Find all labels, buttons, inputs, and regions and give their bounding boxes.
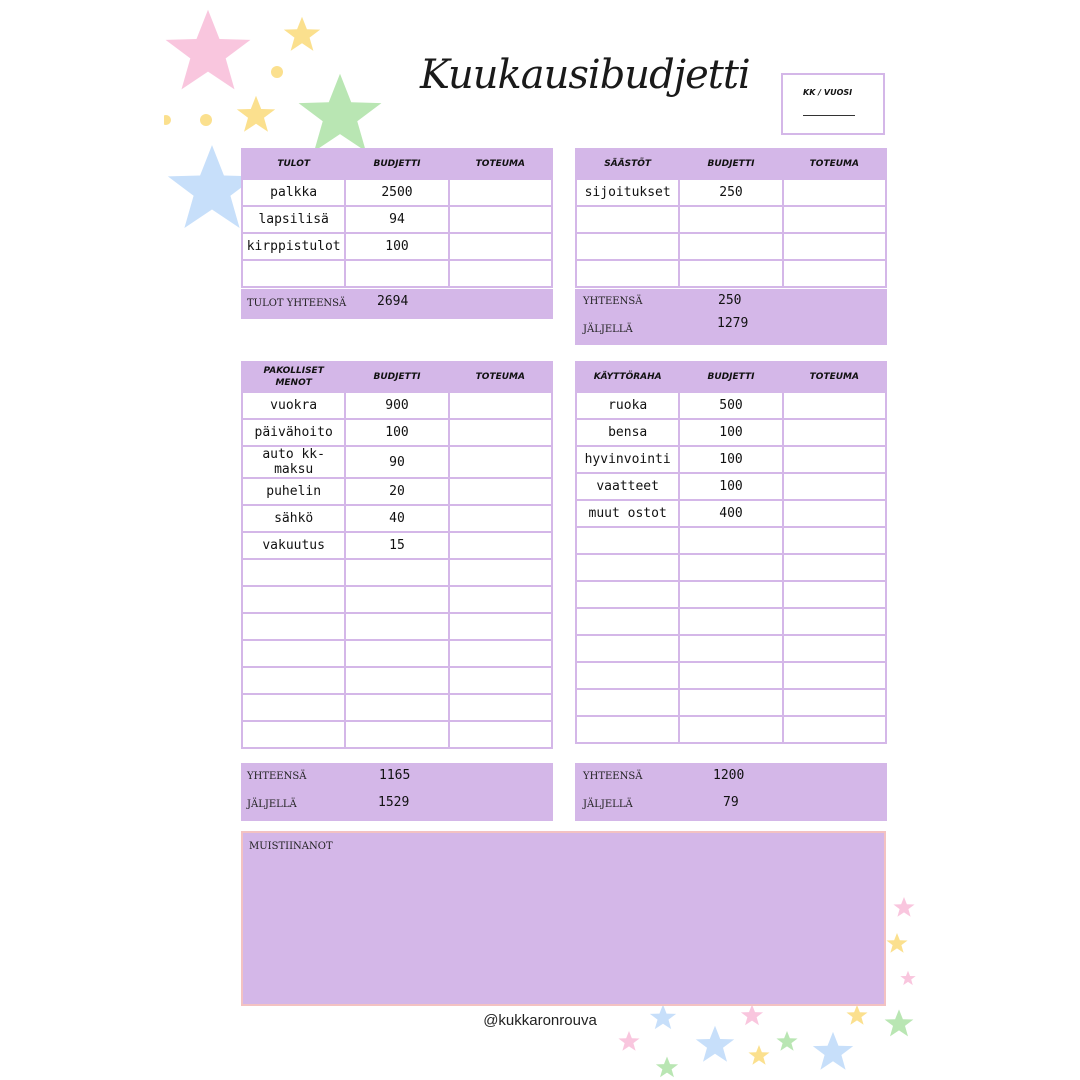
item-budget-cell[interactable] — [679, 662, 782, 689]
table-row — [242, 586, 552, 613]
item-actual-cell[interactable] — [449, 419, 552, 446]
table-row — [242, 478, 552, 505]
item-actual-cell[interactable] — [783, 206, 886, 233]
spending-money-total-value: 1200 — [713, 768, 745, 783]
table-row — [242, 721, 552, 748]
item-actual-cell[interactable] — [783, 500, 886, 527]
pink-star-icon — [618, 1030, 640, 1052]
column-header-category — [242, 362, 345, 392]
item-budget-cell[interactable] — [345, 586, 448, 613]
item-name-cell[interactable] — [576, 260, 679, 287]
item-actual-cell[interactable] — [783, 581, 886, 608]
savings-total-label: YHTEENSÄ — [583, 296, 643, 307]
table-row — [576, 554, 886, 581]
item-actual-cell[interactable] — [783, 233, 886, 260]
column-header-category: TULOT — [242, 149, 345, 179]
item-name-cell[interactable] — [242, 586, 345, 613]
item-actual-cell[interactable] — [449, 559, 552, 586]
column-header-budget: BUDJETTI — [679, 362, 782, 392]
item-name-cell[interactable] — [242, 721, 345, 748]
pink-star-icon — [900, 968, 916, 988]
table-row — [576, 446, 886, 473]
fixed-expenses-table — [241, 361, 553, 749]
item-budget-cell[interactable] — [679, 689, 782, 716]
fixed-expenses-left-label: JÄLJELLÄ — [247, 799, 297, 810]
table-row — [242, 640, 552, 667]
item-name-cell[interactable]: palkka — [242, 179, 345, 206]
blue-star-icon — [812, 1030, 854, 1072]
item-budget-cell[interactable]: 100 — [345, 419, 448, 446]
page-title: Kuukausibudjetti — [420, 52, 750, 98]
table-row — [576, 581, 886, 608]
item-budget-cell[interactable]: 20 — [345, 478, 448, 505]
yellow-star-icon — [846, 1004, 868, 1026]
green-star-icon — [884, 1008, 914, 1038]
blue-star-icon — [695, 1024, 735, 1064]
item-budget-cell[interactable] — [679, 260, 782, 287]
savings-total-value: 250 — [718, 293, 742, 308]
item-name-cell[interactable] — [576, 581, 679, 608]
savings-table — [575, 148, 887, 288]
table-row — [242, 532, 552, 559]
table-row — [576, 716, 886, 743]
item-name-cell[interactable]: puhelin — [242, 478, 345, 505]
spending-money-total-bar — [575, 763, 887, 821]
fixed-expenses-total-bar — [241, 763, 553, 821]
table-row — [576, 689, 886, 716]
yellow-star-icon — [283, 16, 321, 52]
item-actual-cell[interactable] — [449, 667, 552, 694]
item-name-cell[interactable] — [576, 608, 679, 635]
item-name-cell[interactable] — [576, 206, 679, 233]
table-row — [242, 559, 552, 586]
table-row — [242, 694, 552, 721]
item-budget-cell[interactable] — [345, 694, 448, 721]
table-row — [242, 179, 552, 206]
item-budget-cell[interactable] — [679, 716, 782, 743]
table-row — [242, 260, 552, 287]
header-line-1: PAKOLLISET — [263, 366, 324, 376]
item-name-cell[interactable] — [576, 689, 679, 716]
item-name-cell[interactable] — [242, 667, 345, 694]
item-actual-cell[interactable] — [449, 260, 552, 287]
item-actual-cell[interactable] — [449, 446, 552, 478]
yellow-star-icon — [748, 1044, 770, 1066]
savings-total-bar — [575, 289, 887, 345]
savings-left-label: JÄLJELLÄ — [583, 324, 633, 335]
dot-icon — [164, 114, 172, 126]
item-actual-cell[interactable] — [449, 505, 552, 532]
pink-star-icon — [893, 896, 915, 918]
fixed-expenses-total-label: YHTEENSÄ — [247, 771, 307, 782]
fixed-expenses-left-value: 1529 — [378, 795, 410, 810]
item-budget-cell[interactable]: 100 — [679, 446, 782, 473]
fixed-expenses-total-value: 1165 — [379, 768, 411, 783]
item-budget-cell[interactable] — [679, 527, 782, 554]
item-actual-cell[interactable] — [449, 613, 552, 640]
item-name-cell[interactable] — [576, 527, 679, 554]
table-row — [242, 206, 552, 233]
dot-icon — [271, 66, 283, 78]
item-actual-cell[interactable] — [449, 206, 552, 233]
item-actual-cell[interactable] — [783, 446, 886, 473]
item-actual-cell[interactable] — [449, 392, 552, 419]
item-budget-cell[interactable]: 900 — [345, 392, 448, 419]
table-row — [576, 608, 886, 635]
column-header-actual: TOTEUMA — [449, 362, 552, 392]
item-budget-cell[interactable] — [679, 581, 782, 608]
column-header-budget: BUDJETTI — [679, 149, 782, 179]
item-budget-cell[interactable] — [345, 667, 448, 694]
item-budget-cell[interactable]: 100 — [679, 473, 782, 500]
item-budget-cell[interactable] — [345, 721, 448, 748]
item-actual-cell[interactable] — [783, 554, 886, 581]
item-actual-cell[interactable] — [449, 179, 552, 206]
green-star-icon — [776, 1030, 798, 1052]
green-star-icon — [655, 1056, 679, 1078]
month-year-box[interactable] — [781, 73, 885, 135]
item-name-cell[interactable]: ruoka — [576, 392, 679, 419]
table-header-row — [576, 149, 886, 179]
table-row — [576, 260, 886, 287]
item-actual-cell[interactable] — [783, 608, 886, 635]
item-actual-cell[interactable] — [783, 635, 886, 662]
author-handle: @kukkaronrouva — [483, 1012, 597, 1029]
item-budget-cell[interactable]: 100 — [345, 233, 448, 260]
item-name-cell[interactable]: bensa — [576, 419, 679, 446]
item-budget-cell[interactable] — [679, 554, 782, 581]
item-name-cell[interactable] — [576, 233, 679, 260]
month-year-label: KK / VUOSI — [803, 88, 853, 97]
table-row — [576, 500, 886, 527]
item-actual-cell[interactable] — [783, 527, 886, 554]
item-name-cell[interactable]: vakuutus — [242, 532, 345, 559]
item-name-cell[interactable] — [576, 662, 679, 689]
item-budget-cell[interactable]: 250 — [679, 179, 782, 206]
item-name-cell[interactable] — [242, 559, 345, 586]
item-budget-cell[interactable] — [345, 260, 448, 287]
table-row — [576, 473, 886, 500]
blue-star-icon — [648, 1004, 678, 1030]
item-budget-cell[interactable]: 400 — [679, 500, 782, 527]
item-name-cell[interactable]: sähkö — [242, 505, 345, 532]
green-star-icon — [296, 72, 384, 154]
header-line-2: MENOT — [275, 378, 312, 388]
item-budget-cell[interactable]: 90 — [345, 446, 448, 478]
item-name-cell[interactable]: vuokra — [242, 392, 345, 419]
item-budget-cell[interactable]: 15 — [345, 532, 448, 559]
item-name-cell[interactable] — [242, 694, 345, 721]
column-header-category: KÄYTTÖRAHA — [576, 362, 679, 392]
item-budget-cell[interactable]: 100 — [679, 419, 782, 446]
table-header-row — [576, 362, 886, 392]
spending-money-total-label: YHTEENSÄ — [583, 771, 643, 782]
table-row — [576, 662, 886, 689]
table-row — [576, 179, 886, 206]
table-row — [576, 206, 886, 233]
dot-icon — [200, 114, 212, 126]
notes-label: MUISTIINANOT — [249, 841, 333, 852]
item-actual-cell[interactable] — [449, 478, 552, 505]
item-name-cell[interactable]: lapsilisä — [242, 206, 345, 233]
table-row — [576, 233, 886, 260]
item-actual-cell[interactable] — [783, 260, 886, 287]
item-actual-cell[interactable] — [783, 716, 886, 743]
yellow-star-icon — [236, 95, 276, 133]
pink-star-icon — [163, 8, 253, 92]
item-actual-cell[interactable] — [449, 721, 552, 748]
item-budget-cell[interactable] — [679, 233, 782, 260]
item-budget-cell[interactable]: 2500 — [345, 179, 448, 206]
item-name-cell[interactable] — [242, 613, 345, 640]
income-total-label: TULOT YHTEENSÄ — [247, 298, 347, 309]
table-row — [242, 419, 552, 446]
item-actual-cell[interactable] — [783, 392, 886, 419]
item-actual-cell[interactable] — [449, 233, 552, 260]
item-actual-cell[interactable] — [783, 689, 886, 716]
item-actual-cell[interactable] — [783, 419, 886, 446]
column-header-budget: BUDJETTI — [345, 362, 448, 392]
item-actual-cell[interactable] — [449, 694, 552, 721]
item-budget-cell[interactable] — [345, 559, 448, 586]
item-budget-cell[interactable] — [345, 613, 448, 640]
table-row — [242, 505, 552, 532]
item-name-cell[interactable]: sijoitukset — [576, 179, 679, 206]
income-table — [241, 148, 553, 288]
item-name-cell[interactable] — [576, 554, 679, 581]
item-name-cell[interactable] — [576, 716, 679, 743]
item-actual-cell[interactable] — [783, 179, 886, 206]
item-budget-cell[interactable]: 40 — [345, 505, 448, 532]
column-header-category: SÄÄSTÖT — [576, 149, 679, 179]
item-actual-cell[interactable] — [783, 473, 886, 500]
item-name-cell[interactable]: vaatteet — [576, 473, 679, 500]
column-header-actual: TOTEUMA — [449, 149, 552, 179]
item-actual-cell[interactable] — [449, 640, 552, 667]
item-budget-cell[interactable]: 500 — [679, 392, 782, 419]
table-header-row — [242, 149, 552, 179]
spending-money-left-value: 79 — [723, 795, 739, 810]
item-actual-cell[interactable] — [449, 586, 552, 613]
item-name-cell[interactable]: päivähoito — [242, 419, 345, 446]
income-total-value: 2694 — [377, 294, 409, 309]
item-budget-cell[interactable] — [679, 206, 782, 233]
notes-area[interactable] — [241, 831, 886, 1006]
yellow-star-icon — [886, 930, 908, 956]
item-budget-cell[interactable] — [679, 608, 782, 635]
column-header-budget: BUDJETTI — [345, 149, 448, 179]
table-row — [576, 419, 886, 446]
table-row — [242, 392, 552, 419]
table-row — [242, 446, 552, 478]
item-name-cell[interactable]: auto kk-maksu — [242, 446, 345, 478]
table-row — [242, 233, 552, 260]
table-row — [576, 527, 886, 554]
income-total-bar — [241, 289, 553, 319]
month-year-line — [803, 115, 855, 116]
table-header-row — [242, 362, 552, 392]
item-actual-cell[interactable] — [783, 662, 886, 689]
spending-money-table — [575, 361, 887, 744]
item-name-cell[interactable] — [242, 640, 345, 667]
table-row — [242, 667, 552, 694]
item-name-cell[interactable]: muut ostot — [576, 500, 679, 527]
item-name-cell[interactable] — [576, 635, 679, 662]
item-actual-cell[interactable] — [449, 532, 552, 559]
item-name-cell[interactable]: kirppistulot — [242, 233, 345, 260]
pink-star-icon — [740, 1004, 764, 1026]
column-header-actual: TOTEUMA — [783, 149, 886, 179]
item-name-cell[interactable] — [242, 260, 345, 287]
item-budget-cell[interactable] — [679, 635, 782, 662]
spending-money-left-label: JÄLJELLÄ — [583, 799, 633, 810]
item-name-cell[interactable]: hyvinvointi — [576, 446, 679, 473]
column-header-actual: TOTEUMA — [783, 362, 886, 392]
table-row — [576, 635, 886, 662]
savings-left-value: 1279 — [717, 316, 749, 331]
table-row — [576, 392, 886, 419]
item-budget-cell[interactable]: 94 — [345, 206, 448, 233]
item-budget-cell[interactable] — [345, 640, 448, 667]
table-row — [242, 613, 552, 640]
